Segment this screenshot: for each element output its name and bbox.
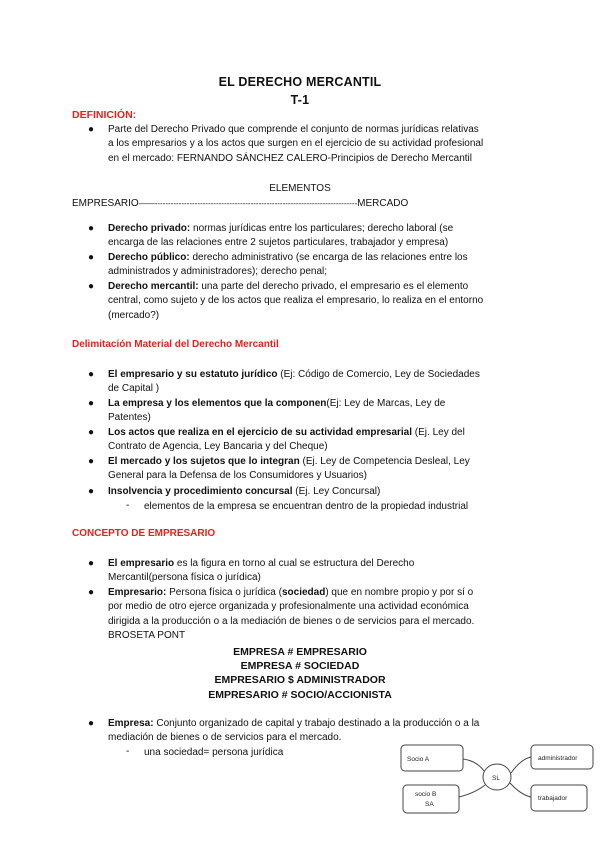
delimitacion-item-label: Los actos que realiza en el ejercicio de su actividad empresarial <box>108 427 413 438</box>
socio-a-label: Socio A <box>407 756 430 763</box>
derecho-publico-item <box>108 251 528 280</box>
bullet-icon: ● <box>88 558 95 569</box>
definicion-heading: DEFINICIÓN: <box>72 109 137 121</box>
connector-line <box>459 785 485 797</box>
delimitacion-subitem: elementos de la empresa se encuentran dentro de la propiedad industrial <box>144 501 469 512</box>
elementos-right: MERCADO <box>357 198 409 209</box>
concepto-text: Persona física o jurídica ( <box>166 587 282 598</box>
delimitacion-item <box>108 426 528 455</box>
delimitacion-line: (Ej. Ley Concursal) <box>292 486 381 497</box>
delimitacion-line: (Ej: Código de Comercio, Ley de Sociedades <box>277 369 480 380</box>
definicion-line: en el mercado: FERNANDO SÁNCHEZ CALERO-Principios de Derecho Mercantil <box>108 152 473 164</box>
equation-line: EMPRESARIO $ ADMINISTRADOR <box>214 674 386 686</box>
delimitacion-item-label: El empresario y su estatuto jurídico <box>108 369 278 380</box>
derecho-line: normas jurídicas entre los particulares; derecho laboral (se <box>190 223 454 234</box>
bullet-icon: ● <box>88 223 95 234</box>
elementos-connector: ——---------------------------------------------------------------------------- <box>138 199 358 208</box>
derecho-line: una parte del derecho privado, el empresario es el elemento <box>198 281 469 292</box>
bullet-icon: ● <box>88 398 95 409</box>
concepto-line: mediación de bienes o de servicios para el mercado. <box>108 732 342 744</box>
concepto-item-label: Empresario: <box>108 587 167 598</box>
sociedad-diagram <box>395 735 600 830</box>
delimitacion-item <box>108 455 528 484</box>
concepto-line: es la figura en torno al cual se estructura del Derecho <box>174 558 415 569</box>
concepto-item-label: Empresa: <box>108 718 154 729</box>
delimitacion-heading: Delimitación Material del Derecho Mercantil <box>72 339 279 350</box>
equation-line: EMPRESA # SOCIEDAD <box>240 660 360 672</box>
elementos-left: EMPRESARIO <box>72 198 139 209</box>
connector-line <box>463 759 484 771</box>
delimitacion-line: (Ej. Ley del <box>412 427 465 438</box>
concepto-line: Mercantil(persona física o jurídica) <box>108 572 261 584</box>
trabajador-label: trabajador <box>538 795 568 802</box>
definicion-text <box>108 123 528 166</box>
delimitacion-item <box>108 485 528 499</box>
delimitacion-item <box>108 397 528 426</box>
definicion-line: Parte del Derecho Privado que comprende el conjunto de normas jurídicas relativas <box>108 124 479 135</box>
derecho-mercantil-item <box>108 280 528 323</box>
concepto-heading: CONCEPTO DE EMPRESARIO <box>72 528 216 539</box>
delimitacion-item-label: El mercado y los sujetos que lo integran <box>108 456 300 467</box>
derecho-mercantil-label: Derecho mercantil: <box>108 281 199 292</box>
derecho-line: derecho administrativo (se encarga de las relaciones entre los <box>189 252 468 263</box>
bullet-icon: ● <box>88 369 95 380</box>
derecho-line: encarga de las relaciones entre 2 sujetos particulares, trabajador y empresa) <box>108 237 449 249</box>
delimitacion-line: (Ej: Ley de Marcas, Ley de <box>326 398 446 409</box>
dash-icon: - <box>126 500 130 511</box>
derecho-line: administrados y administradores); derecho penal; <box>108 266 327 278</box>
delimitacion-line: (Ej. Ley de Competencia Desleal, Ley <box>299 456 470 467</box>
sociedad-label: sociedad <box>281 587 326 598</box>
bullet-icon: ● <box>88 427 95 438</box>
definicion-line: a los empresarios y a los actos que surgen en el ejercicio de su actividad profesional <box>108 138 484 150</box>
bullet-icon: ● <box>88 124 95 135</box>
delimitacion-line: General para la Defensa de los Consumidores y Usuarios) <box>108 470 368 482</box>
sl-label: SL <box>492 775 500 782</box>
bullet-icon: ● <box>88 486 95 497</box>
connector-line <box>510 783 531 797</box>
concepto-line: dirigida a la producción o a la mediación de bienes o de servicios para el mercado. <box>108 615 475 627</box>
delimitacion-line: Contrato de Agencia, Ley Bancaria y del Cheque) <box>108 441 328 453</box>
equation-line: EMPRESARIO # SOCIO/ACCIONISTA <box>208 689 392 701</box>
delimitacion-item-label: Insolvencia y procedimiento concursal <box>108 486 293 497</box>
socio-b-box <box>403 785 459 813</box>
concepto-text: ) que en nombre propio y por sí o <box>325 587 474 598</box>
elementos-line <box>72 197 532 211</box>
bullet-icon: ● <box>88 587 95 598</box>
delimitacion-item <box>108 368 528 397</box>
concepto-subitem: una sociedad= persona jurídica <box>144 747 284 758</box>
dash-icon: - <box>126 746 130 757</box>
derecho-privado-label: Derecho privado: <box>108 223 191 234</box>
derecho-privado-item <box>108 222 528 251</box>
elementos-label: ELEMENTOS <box>269 183 331 194</box>
derecho-line: central, como sujeto y de los actos que realiza el empresario, lo realiza en el entorno <box>108 295 484 307</box>
concepto-line: BROSETA PONT <box>108 629 186 641</box>
derecho-line: (mercado?) <box>108 309 160 321</box>
delimitacion-item-label: La empresa y los elementos que la componen <box>108 398 327 409</box>
document-subtitle: T-1 <box>290 93 310 107</box>
bullet-icon: ● <box>88 718 95 729</box>
administrador-label: administrador <box>538 755 578 762</box>
concepto-item-definicion <box>108 586 528 643</box>
bullet-icon: ● <box>88 456 95 467</box>
delimitacion-line: Patentes) <box>108 412 151 424</box>
concepto-line: Conjunto organizado de capital y trabajo destinado a la producción o a la <box>153 718 480 729</box>
concepto-line: por medio de otro ejerce organizada y profesionalmente una actividad económica <box>108 601 469 613</box>
document-title: EL DERECHO MERCANTIL <box>218 75 382 89</box>
bullet-icon: ● <box>88 281 95 292</box>
concepto-item-empresario <box>108 557 528 586</box>
equation-line: EMPRESA # EMPRESARIO <box>233 646 367 658</box>
delimitacion-line: de Capital ) <box>108 383 160 395</box>
concepto-item-label: El empresario <box>108 558 175 569</box>
derecho-publico-label: Derecho público: <box>108 252 190 263</box>
connector-line <box>511 757 531 773</box>
socio-b-type: SA <box>425 801 434 808</box>
bullet-icon: ● <box>88 252 95 263</box>
socio-b-label: socio B <box>415 791 437 798</box>
